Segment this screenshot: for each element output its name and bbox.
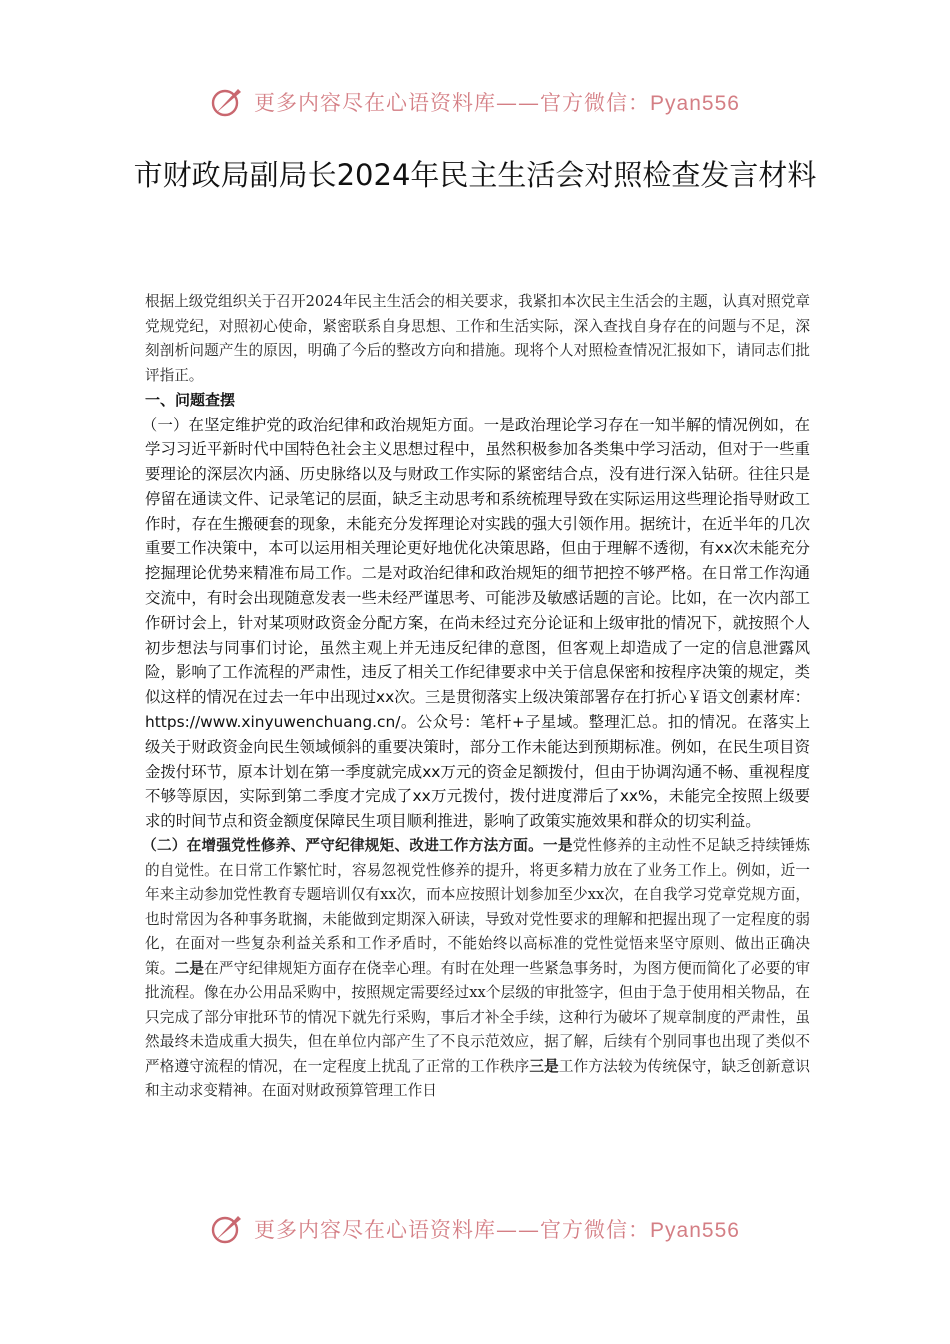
- banner-text-cn: 更多内容尽在心语资料库——官方微信：: [254, 91, 651, 115]
- banner-text-cn: 更多内容尽在心语资料库——官方微信：: [254, 1218, 651, 1242]
- document-title: 市财政局副局长2024年民主生活会对照检查发言材料: [133, 158, 817, 192]
- point-three-marker: 三是: [529, 1057, 559, 1075]
- intro-paragraph: 根据上级党组织关于召开2024年民主生活会的相关要求，我紧扣本次民主生活会的主题，认真对照党章党规党纪，对照初心使命，紧密联系自身思想、工作和生活实际，深入查找自身存在的问题与不足，深刻剖析问题产生的原因，明确了今后的整改方向和措施。现将个人对照检查情况汇报如下，请同志们批评指正。: [145, 293, 810, 384]
- paragraph-party-spirit: [142, 834, 810, 1104]
- footer-banner: [0, 1209, 950, 1249]
- paragraph-political-discipline: （一）在坚定维护党的政治纪律和政治规矩方面。一是政治理论学习存在一知半解的情况例如，在学习习近平新时代中国特色社会主义思想过程中，虽然积极参加各类集中学习活动，但对于一些重要理论的深层次内涵、历史脉络以及与财政工作实际的紧密结合点，没有进行深入钻研。往往只是停留在通读文件、记录笔记的层面，缺乏主动思考和系统梳理导致在实际运用这些理论指导财政工作时，存在生搬硬套的现象，未能充分发挥理论对实践的强大引领作用。据统计，在近半年的几次重要工作决策中，本可以运用相关理论更好地优化决策思路，但由于理解不透彻，有xx次未能充分挖掘理论优势来精准布局工作。二是对政治纪律和政治规矩的细节把控不够严格。在日常工作沟通交流中，有时会出现随意发表一些未经严谨思考、可能涉及敏感话题的言论。比如，在一次内部工作研讨会上，针对某项财政资金分配方案，在尚未经过充分论证和上级审批的情况下，就按照个人初步想法与同事们讨论，虽然主观上并无违反纪律的意图，但客观上却造成了一定的信息泄露风险，影响了工作流程的严肃性，违反了相关工作纪律要求中关于信息保密和按程序决策的规定，类似这样的情况在过去一年中出现过xx次。三是贯彻落实上级决策部署存在打折心￥语文创素材库：https://www.xinyuwenchuang.cn/。公众号：笔杆+子星域。整理汇总。扣的情况。在落实上级关于财政资金向民生领域倾斜的重要决策时，部分工作未能达到预期标准。例如，在民生项目资金拨付环节，原本计划在第一季度就完成xx万元的资金足额拨付，但由于协调沟通不畅、重视程度不够等原因，实际到第二季度才完成了xx万元拨付，拨付进度滞后了xx%，未能完全按照上级要求的时间节点和资金额度保障民生项目顺利推进，影响了政策实施效果和群众的切实利益。: [141, 415, 810, 831]
- paragraph-party-spirit-part-b: 在严守纪律规矩方面存在侥幸心理。有时在处理一些紧急事务时，为图方便而简化了必要的审批流程。像在办公用品采购中，按照规定需要经过xx个层级的审批签字，但由于急于使用相关物品，在只完成了部分审批环节的情况下就先行采购，事后才补全手续，这种行为破坏了规章制度的严肃性，虽然最终未造成重大损失，但在单位内部产生了不良示范效应，据了解，后续有个别同事也出现了类似不严格遵守流程的情况，在一定程度上扰乱了正常的工作秩序: [145, 959, 810, 1075]
- quill-logo-icon: [210, 85, 244, 119]
- paragraph-party-spirit-lead: （二）在增强党性修养、严守纪律规矩、改进工作方法方面。一是: [142, 837, 573, 855]
- document-body: [141, 290, 810, 1104]
- banner-wechat-id: Pyan556: [650, 1219, 740, 1242]
- banner-text: [254, 1214, 740, 1244]
- quill-logo-icon: [210, 1212, 244, 1246]
- header-banner: [0, 82, 950, 122]
- point-two-marker: 二是: [174, 959, 205, 977]
- paragraph-party-spirit-part-a: 党性修养的主动性不足缺乏持续锤炼的自觉性。在日常工作繁忙时，容易忽视党性修养的提升，将更多精力放在了业务工作上。例如，近一年来主动参加党性教育专题培训仅有xx次，而本应按照计划参加至少xx次，在自我学习党章党规方面，也时常因为各种事务耽搁，未能做到定期深入研读，导致对党性要求的理解和把握出现了一定程度的弱化，在面对一些复杂利益关系和工作矛盾时，不能始终以高标准的党性觉悟来坚守原则、做出正确决策。: [145, 837, 810, 977]
- banner-text: [254, 87, 740, 117]
- paragraph-party-spirit-part-c: 工作方法较为传统保守，缺乏创新意识和主动求变精神。在面对财政预算管理工作日: [145, 1057, 810, 1100]
- banner-wechat-id: Pyan556: [650, 92, 740, 115]
- section-heading-1: 一、问题查摆: [145, 391, 236, 409]
